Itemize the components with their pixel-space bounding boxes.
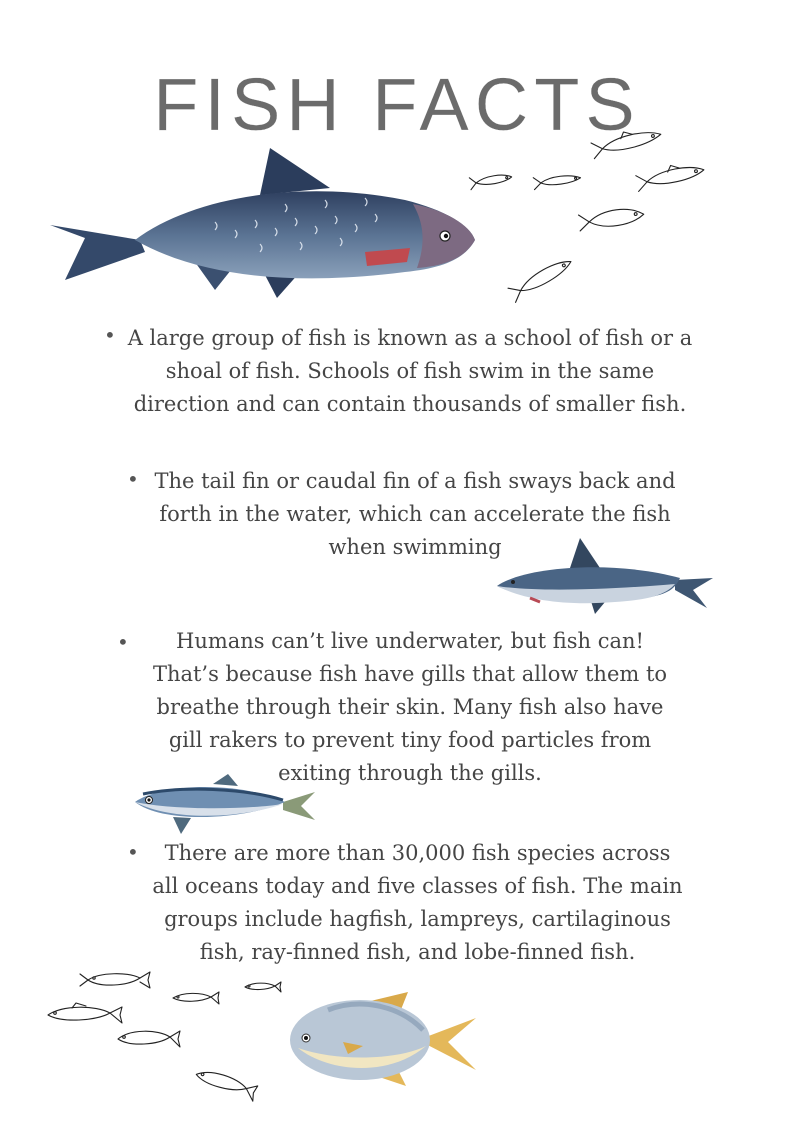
fact-school-of-fish: A large group of fish is known as a school of fish or a shoal of fish. Schools of fish swim in the same direction and can contain thousands of smaller fish. <box>127 326 693 416</box>
pompano-illustration <box>288 990 483 1090</box>
fact-fish-species: There are more than 30,000 fish species across all oceans today and five classes of fish. The main groups include hagfish, lampreys, cartilaginous fish, ray-finned fish, and lobe-finned fish. <box>152 841 683 964</box>
bullet-marker: • <box>127 840 139 864</box>
page-title: FISH FACTS <box>153 63 641 146</box>
bullet-marker: • <box>117 630 129 654</box>
large-blue-fish-illustration <box>45 140 485 305</box>
bullet-marker: • <box>127 467 139 491</box>
fish-school-sketch-top <box>460 125 720 300</box>
fact-gills: Humans can’t live underwater, but fish can! That’s because fish have gills that allow them to breathe through their skin. Many fish also have gill rakers to prevent tiny food particles from exiting through the gills. <box>152 629 668 785</box>
fish-school-sketch-bottom <box>40 955 290 1105</box>
bullet-marker: • <box>104 323 116 347</box>
shark-illustration <box>495 538 715 618</box>
sardine-illustration <box>133 772 318 837</box>
fact-tail-fin: The tail fin or caudal fin of a fish sways back and forth in the water, which can accelerate the fish when swimming <box>154 469 676 559</box>
